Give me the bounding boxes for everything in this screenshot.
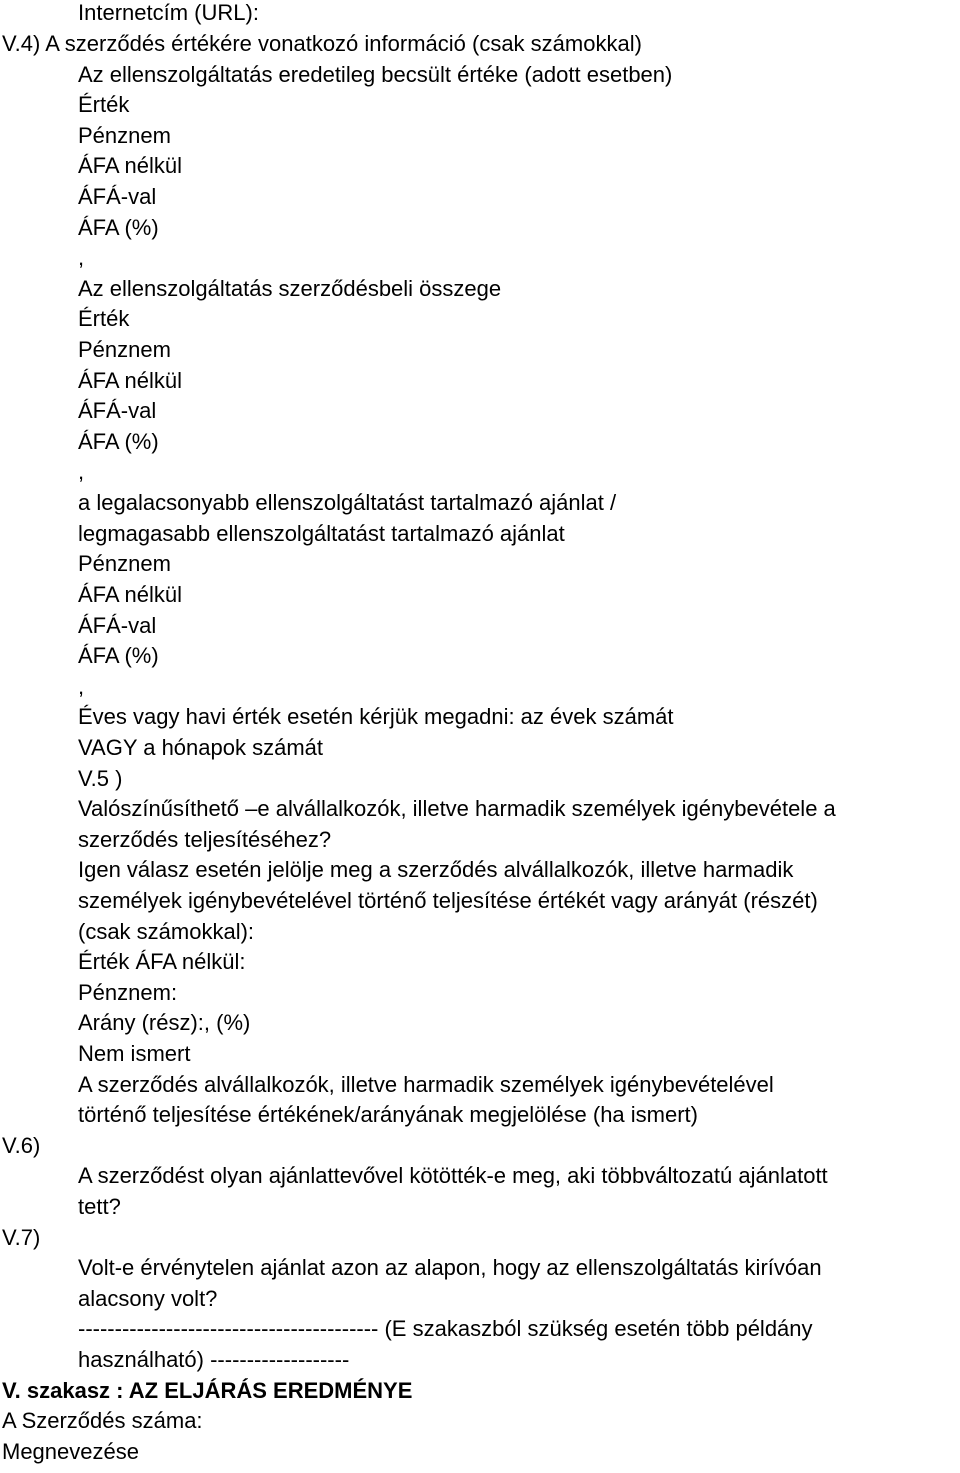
line-afa-val-2: ÁFÁ-val: [78, 398, 157, 423]
section-v7-label: V.7): [2, 1225, 41, 1250]
line-penznem-3: Pénznem: [78, 551, 171, 576]
line-comma-1: ,: [78, 245, 85, 270]
line-numbers-only: (csak számokkal):: [78, 919, 255, 944]
line-separator-note: ----------------------------------------- (E szakaszból szükség esetén több példány: [78, 1316, 813, 1341]
line-comma-3: ,: [78, 674, 85, 699]
line-subcontractor-question-cont: szerződés teljesítéséhez?: [78, 827, 332, 852]
line-penznem-2: Pénznem: [78, 337, 171, 362]
line-contract-number: A Szerződés száma:: [2, 1408, 203, 1433]
line-ertek-afa-nelkul: Érték ÁFA nélkül:: [78, 949, 246, 974]
section-v6-label: V.6): [2, 1133, 41, 1158]
line-ertek-1: Érték: [78, 92, 130, 117]
line-highest-offer: legmagasabb ellenszolgáltatást tartalmazó ajánlat: [78, 521, 565, 546]
line-subcontractor-question: Valószínűsíthető –e alvállalkozók, illetve harmadik személyek igénybevétele a: [78, 796, 836, 821]
section-v5-heading: V.5 ): [78, 766, 123, 791]
line-estimated-value-heading: Az ellenszolgáltatás eredetileg becsült értéke (adott esetben): [78, 62, 673, 87]
line-yes-answer-instruction-cont: személyek igénybevételével történő teljesítése értékét vagy arányát (részét): [78, 888, 818, 913]
line-comma-2: ,: [78, 459, 85, 484]
line-invalid-offer-question-cont: alacsony volt?: [78, 1286, 218, 1311]
line-penznem-1: Pénznem: [78, 123, 171, 148]
line-nem-ismert: Nem ismert: [78, 1041, 191, 1066]
line-separator-note-cont: használható) -------------------: [78, 1347, 350, 1372]
line-lowest-offer: a legalacsonyabb ellenszolgáltatást tartalmazó ajánlat /: [78, 490, 617, 515]
line-internetcim-label: Internetcím (URL):: [78, 0, 259, 25]
line-variant-offer-question: A szerződést olyan ajánlattevővel kötötték-e meg, aki többváltozatú ajánlatott: [78, 1163, 828, 1188]
line-penznem-colon: Pénznem:: [78, 980, 178, 1005]
section-v-heading: V. szakasz : AZ ELJÁRÁS EREDMÉNYE: [2, 1378, 413, 1403]
line-subcontract-value: A szerződés alvállalkozók, illetve harmadik személyek igénybevételével: [78, 1072, 774, 1097]
line-megnevezese: Megnevezése: [2, 1439, 139, 1464]
line-invalid-offer-question: Volt-e érvénytelen ajánlat azon az alapon, hogy az ellenszolgáltatás kirívóan: [78, 1255, 822, 1280]
line-afa-pct-2: ÁFA (%): [78, 429, 159, 454]
line-contract-amount-heading: Az ellenszolgáltatás szerződésbeli összege: [78, 276, 502, 301]
line-months-count: VAGY a hónapok számát: [78, 735, 323, 760]
line-afa-pct-3: ÁFA (%): [78, 643, 159, 668]
line-afa-nelkul-2: ÁFA nélkül: [78, 368, 182, 393]
line-ertek-2: Érték: [78, 306, 130, 331]
line-yes-answer-instruction: Igen válasz esetén jelölje meg a szerződés alvállalkozók, illetve harmadik: [78, 857, 794, 882]
line-afa-val-3: ÁFÁ-val: [78, 613, 157, 638]
line-afa-val-1: ÁFÁ-val: [78, 184, 157, 209]
section-v4-heading: V.4) A szerződés értékére vonatkozó információ (csak számokkal): [2, 31, 642, 56]
line-subcontract-value-cont: történő teljesítése értékének/arányának megjelölése (ha ismert): [78, 1102, 698, 1127]
line-arany-resz: Arány (rész):, (%): [78, 1010, 251, 1035]
line-variant-offer-question-cont: tett?: [78, 1194, 121, 1219]
line-afa-nelkul-3: ÁFA nélkül: [78, 582, 182, 607]
line-annual-monthly: Éves vagy havi érték esetén kérjük megadni: az évek számát: [78, 704, 674, 729]
line-afa-nelkul-1: ÁFA nélkül: [78, 153, 182, 178]
line-afa-pct-1: ÁFA (%): [78, 215, 159, 240]
